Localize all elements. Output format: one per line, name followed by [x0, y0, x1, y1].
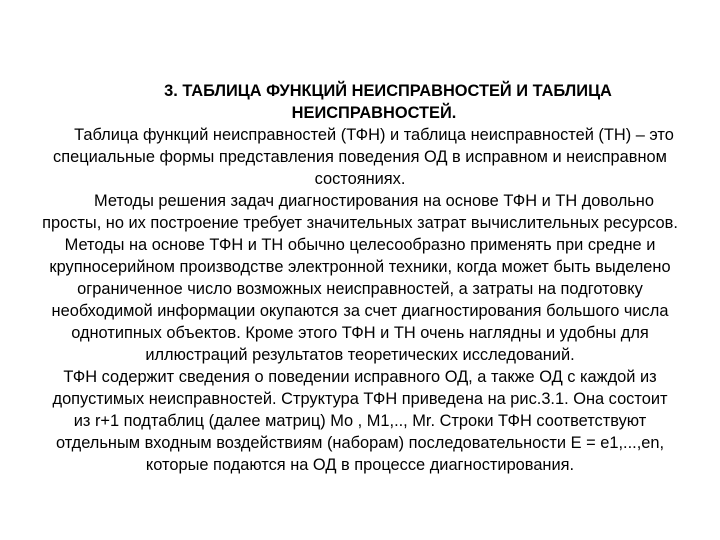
paragraph-line: отдельным входным воздействиям (наборам) последовательности E = e1,...,en, — [55, 434, 665, 452]
paragraph-line: ТФН содержит сведения о поведении исправного ОД, а также ОД с каждой из — [63, 368, 657, 386]
paragraph-line: необходимой информации окупаются за счет диагностирования большого числа — [51, 302, 669, 320]
paragraph-line: специальные формы представления поведения ОД в исправном и неисправном — [53, 148, 667, 166]
paragraph-line: крупносерийном производстве электронной техники, когда может быть выделено — [49, 258, 671, 276]
paragraph-line: Методы решения задач диагностирования на основе ТФН и ТН довольно — [94, 192, 654, 210]
slide-title-line-1: 3. ТАБЛИЦА ФУНКЦИЙ НЕИСПРАВНОСТЕЙ И ТАБЛИЦА — [164, 82, 612, 100]
paragraph-line: из r+1 подтаблиц (далее матриц) Mo , M1,.., Mr. Строки ТФН соответствуют — [73, 412, 647, 430]
paragraph-line: просты, но их построение требует значительных затрат вычислительных ресурсов. — [42, 214, 678, 232]
paragraph-line: допустимых неисправностей. Структура ТФН приведена на рис.3.1. Она состоит — [52, 390, 668, 408]
slide-title-line-2: НЕИСПРАВНОСТЕЙ. — [291, 104, 457, 122]
paragraph-line: которые подаются на ОД в процессе диагностирования. — [145, 456, 575, 474]
paragraph-line: Таблица функций неисправностей (ТФН) и таблица неисправностей (ТН) – это — [74, 126, 674, 144]
paragraph-line: Методы на основе ТФН и ТН обычно целесообразно применять при средне и — [64, 236, 656, 254]
paragraph-line: иллюстраций результатов теоретических исследований. — [145, 346, 575, 364]
paragraph-line: ограниченное число возможных неисправностей, а затраты на подготовку — [77, 280, 643, 298]
paragraph-line: состояниях. — [314, 170, 406, 188]
paragraph-line: однотипных объектов. Кроме этого ТФН и ТН очень наглядны и удобны для — [71, 324, 649, 342]
